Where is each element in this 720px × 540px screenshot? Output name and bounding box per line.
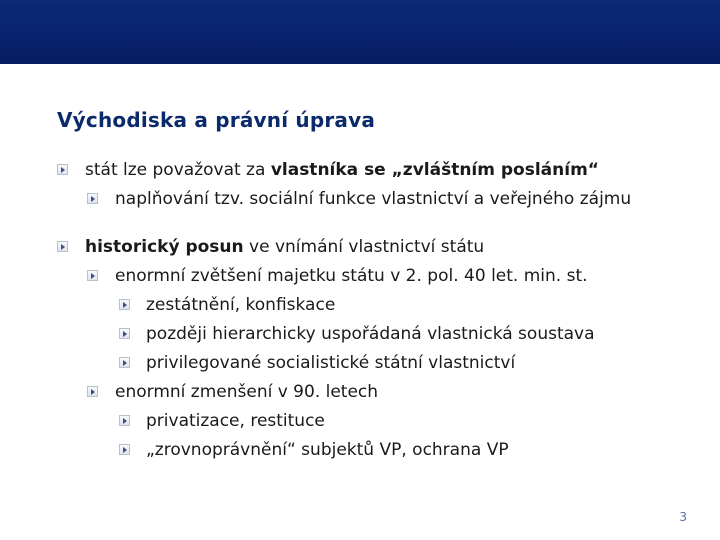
list-item	[52, 382, 692, 411]
item-text-bold: vlastníka se „zvláštním posláním“	[270, 160, 599, 180]
item-text: enormní zvětšení majetku státu v 2. pol. 40 let. min. st.	[115, 266, 588, 286]
bullet-arrow-icon	[119, 415, 130, 426]
header-band	[0, 0, 720, 64]
bullet-list	[52, 160, 692, 469]
item-text: zestátnění, konfiskace	[146, 295, 336, 315]
bullet-arrow-icon	[119, 299, 130, 310]
bullet-arrow-icon	[57, 241, 68, 252]
list-item	[52, 266, 692, 295]
item-text: ve vnímání vlastnictví státu	[243, 237, 485, 257]
list-item	[52, 160, 692, 189]
bullet-arrow-icon	[87, 386, 98, 397]
item-text: enormní zmenšení v 90. letech	[115, 382, 379, 402]
item-text: stát lze považovat za	[85, 160, 271, 180]
bullet-arrow-icon	[119, 328, 130, 339]
list-item	[52, 440, 692, 469]
item-text: privatizace, restituce	[146, 411, 325, 431]
list-item	[52, 189, 692, 218]
item-text-bold: historický posun	[85, 237, 244, 257]
slide-title: Východiska a právní úprava	[57, 108, 376, 132]
bullet-arrow-icon	[87, 193, 98, 204]
list-item	[52, 411, 692, 440]
item-text: privilegované socialistické státní vlastnictví	[146, 353, 516, 373]
item-text: „zrovnoprávnění“ subjektů VP, ochrana VP	[146, 440, 509, 460]
list-item	[52, 237, 692, 266]
bullet-arrow-icon	[119, 357, 130, 368]
page-number: 3	[679, 510, 687, 524]
list-item	[52, 353, 692, 382]
list-item	[52, 324, 692, 353]
item-text: naplňování tzv. sociální funkce vlastnictví a veřejného zájmu	[115, 189, 632, 209]
item-text: později hierarchicky uspořádaná vlastnická soustava	[146, 324, 595, 344]
bullet-arrow-icon	[87, 270, 98, 281]
bullet-arrow-icon	[57, 164, 68, 175]
bullet-arrow-icon	[119, 444, 130, 455]
list-item	[52, 295, 692, 324]
